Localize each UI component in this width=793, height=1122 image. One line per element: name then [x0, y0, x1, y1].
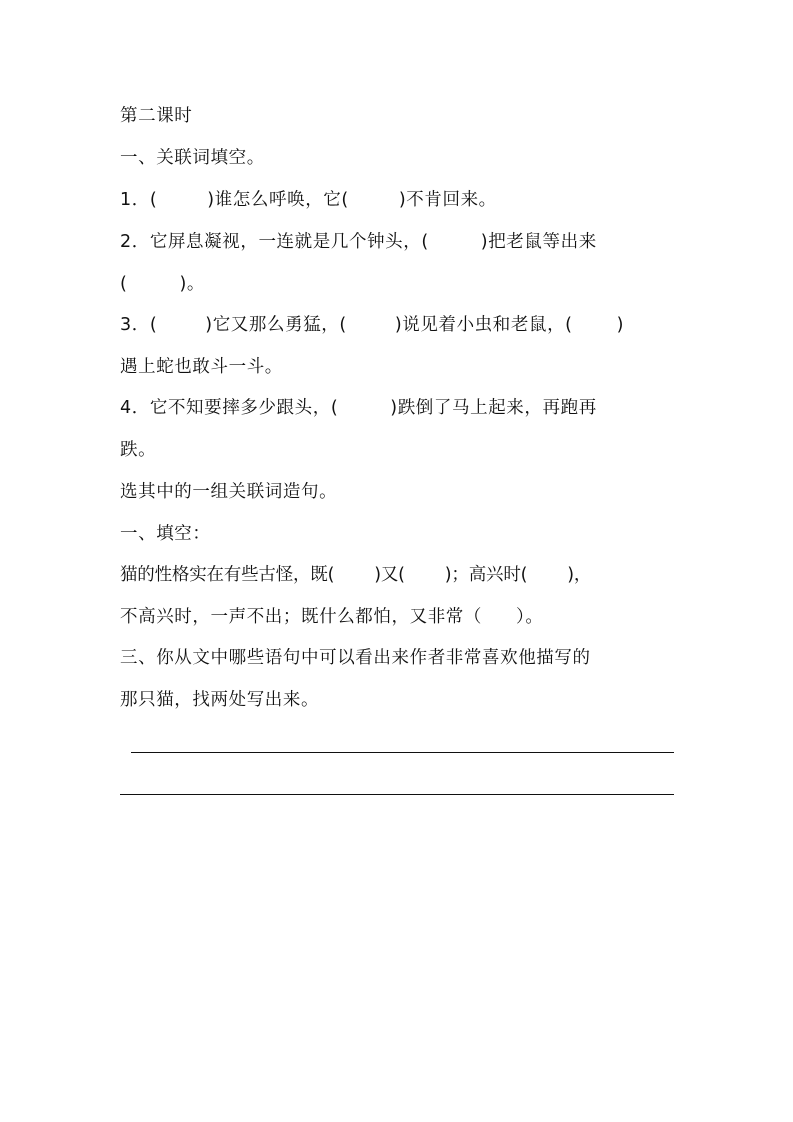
item-2-cont [120, 272, 680, 296]
item-4 [120, 396, 680, 420]
section2-line2 [120, 605, 680, 629]
section2-heading: 一、填空： [120, 524, 211, 544]
item-text: )它又那么勇猛，( [205, 315, 347, 335]
item-2 [120, 230, 680, 254]
fill-text: 猫的性格实在有些古怪，既( [120, 565, 335, 585]
sentence-instruction: 选其中的一组关联词造句。 [120, 482, 338, 502]
item-number: 3． [120, 315, 150, 335]
answer-line-1[interactable] [131, 752, 674, 753]
item-number: 2． [120, 232, 150, 252]
open-paren: ( [120, 274, 128, 294]
open-paren: ( [149, 315, 158, 335]
item-4-cont: 跌。 [120, 440, 157, 460]
item-text: 它屏息凝视，一连就是几个钟头，( [149, 232, 429, 252]
section3-line1: 三、你从文中哪些语句中可以看出来作者非常喜欢他描写的 [120, 648, 591, 668]
section2-line1 [120, 563, 680, 587]
item-text: )谁怎么呼唤，它( [207, 190, 349, 210]
item-3-cont: 遇上蛇也敢斗一斗。 [120, 357, 283, 377]
fill-text: )， [567, 565, 592, 585]
fill-text: ）。 [516, 607, 544, 627]
item-1 [120, 188, 680, 212]
item-number: 4． [120, 398, 150, 418]
item-text: )。 [179, 274, 205, 294]
item-text: )说见着小虫和老鼠，( [394, 315, 573, 335]
item-text: )把老鼠等出来 [480, 232, 597, 252]
fill-text: 不高兴时，一声不出；既什么都怕，又非常（ [120, 607, 482, 627]
item-text: 它不知要摔多少跟头，( [149, 398, 339, 418]
item-text: )跌倒了马上起来，再跑再 [390, 398, 597, 418]
item-3 [120, 313, 680, 337]
lesson-title: 第二课时 [120, 106, 193, 126]
section3-line2: 那只猫，找两处写出来。 [120, 690, 320, 710]
item-number: 1． [120, 190, 150, 210]
section1-heading: 一、关联词填空。 [120, 148, 265, 168]
open-paren: ( [149, 190, 158, 210]
close-paren: ) [616, 315, 625, 335]
fill-text: )又( [374, 565, 405, 585]
answer-line-2[interactable] [120, 794, 674, 795]
item-text: )不肯回来。 [398, 190, 497, 210]
fill-text: )；高兴时( [444, 565, 528, 585]
